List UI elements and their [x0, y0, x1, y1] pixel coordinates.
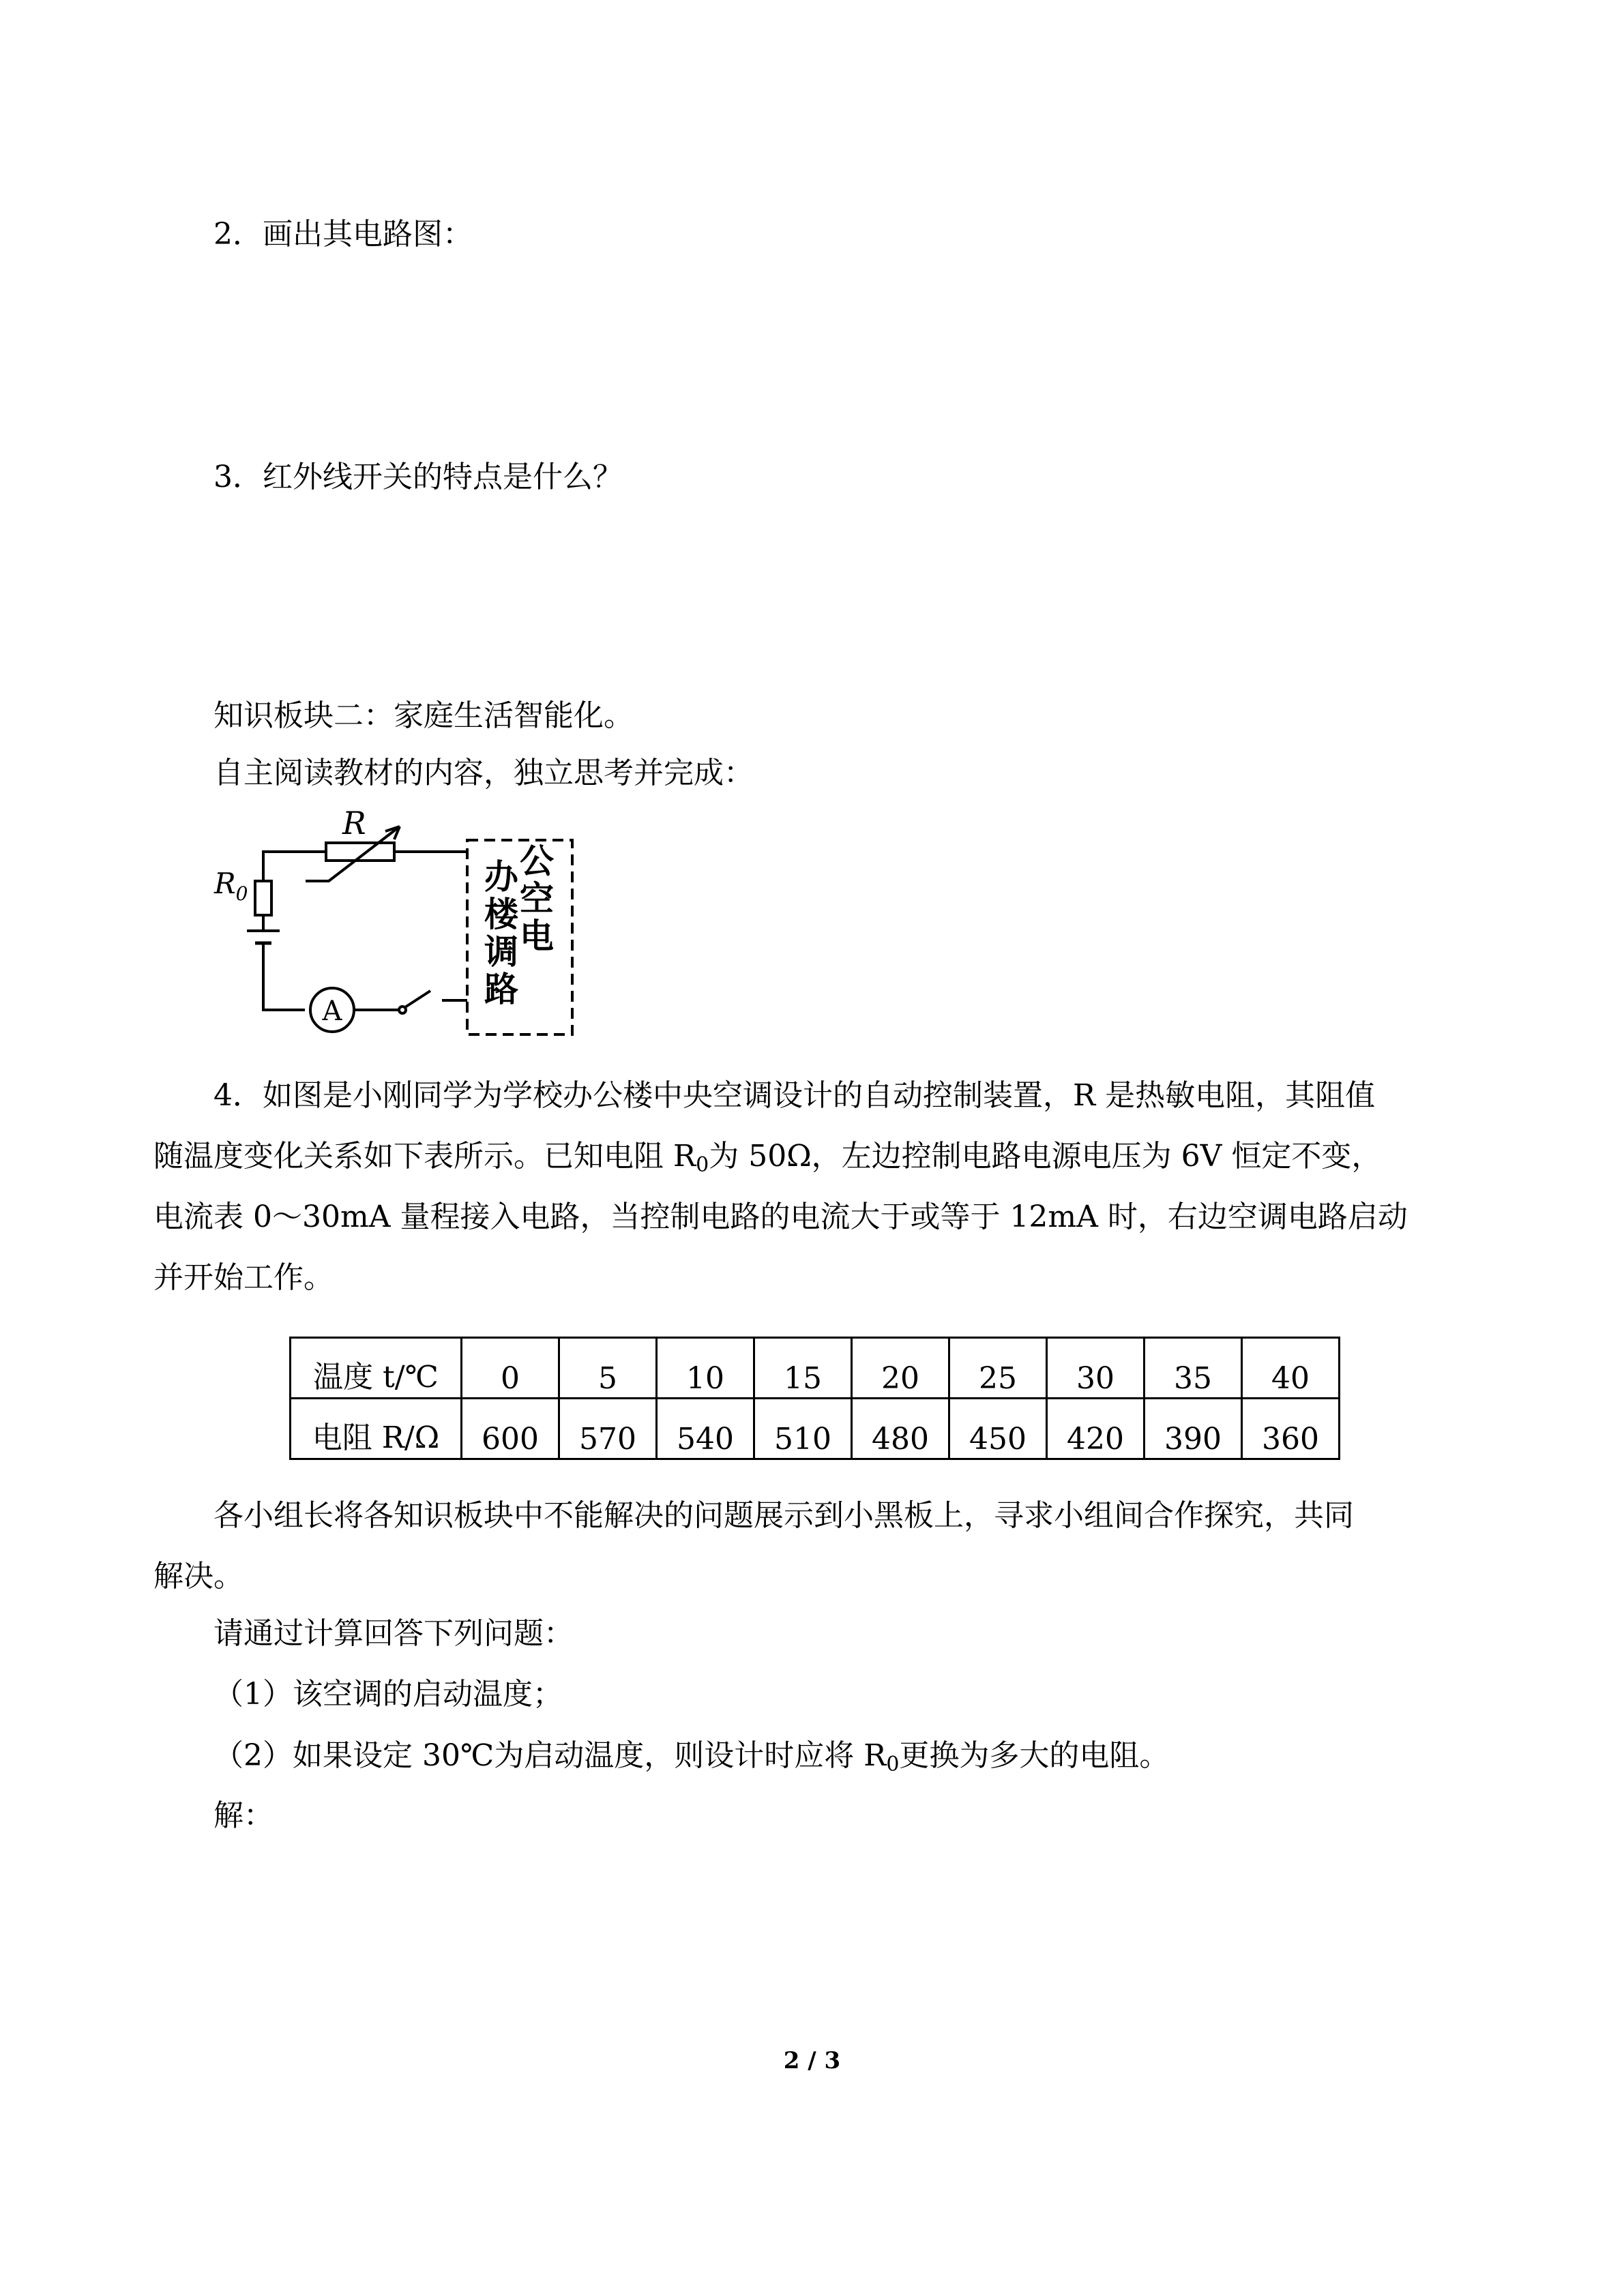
table-cell: 510	[754, 1399, 852, 1459]
q4-line-4: 并开始工作。	[153, 1260, 334, 1295]
table-cell: 600	[462, 1399, 559, 1459]
switch-contact-icon	[399, 1007, 406, 1013]
table-cell: 10	[657, 1338, 754, 1399]
table-cell: 40	[1242, 1338, 1340, 1399]
switch-lever	[405, 991, 430, 1007]
question-4	[153, 1065, 1477, 1308]
sub-question-1: （1）该空调的启动温度；	[213, 1677, 563, 1712]
intro-text: 自主阅读教材的内容，独立思考并完成：	[213, 756, 754, 790]
box-char-5: 公	[520, 841, 554, 881]
table-cell: 35	[1145, 1338, 1242, 1399]
table-cell: 540	[657, 1399, 754, 1459]
box-char-1: 办	[484, 856, 518, 897]
answer-label: 解：	[213, 1798, 274, 1833]
group-line-2: 解决。	[153, 1559, 243, 1594]
left-bottom-wire	[263, 943, 305, 1010]
sub-question-2: （2）如果设定 30℃为启动温度，则设计时应将 $R_0$更换为多大的电阻。	[213, 1738, 1170, 1776]
table-cell: 570	[559, 1399, 657, 1459]
group-line-1: 各小组长将各知识板块中不能解决的问题展示到小黑板上，寻求小组间合作探究，共同	[213, 1498, 1354, 1533]
table-cell: 480	[852, 1399, 949, 1459]
prompt-text: 请通过计算回答下列问题：	[213, 1616, 574, 1651]
question-2: 2．画出其电路图：	[213, 217, 473, 252]
temperature-resistance-table	[289, 1337, 1340, 1460]
label-R: R	[342, 808, 366, 841]
table-cell: 450	[949, 1399, 1047, 1459]
table-cell: 25	[949, 1338, 1047, 1399]
circuit-diagram	[205, 808, 587, 1043]
section-title: 知识板块二：家庭生活智能化。	[213, 698, 634, 733]
table-cell: 20	[852, 1338, 949, 1399]
box-char-4: 路	[484, 969, 518, 1009]
q4-line-3: 电流表 0～30mA 量程接入电路，当控制电路的电流大于或等于 12mA 时，右边空调电路启动	[153, 1199, 1408, 1234]
group-paragraph	[153, 1485, 1477, 1607]
q4-line-1: 4．如图是小刚同学为学校办公楼中央空调设计的自动控制装置，R 是热敏电阻，其阻值	[213, 1078, 1376, 1113]
table-cell: 390	[1145, 1399, 1242, 1459]
table-row	[291, 1338, 1340, 1399]
ammeter-label: A	[322, 996, 342, 1027]
box-char-6: 空	[520, 878, 554, 919]
q4-line-2: 随温度变化关系如下表所示。已知电阻 $R_0$为 50Ω，左边控制电路电源电压为 6V 恒定不变，	[153, 1139, 1382, 1177]
label-R0: $R_0$	[214, 867, 248, 905]
table-cell: 360	[1242, 1399, 1340, 1459]
table-row	[291, 1399, 1340, 1459]
table-cell: 0	[462, 1338, 559, 1399]
table-cell: 30	[1047, 1338, 1145, 1399]
table-cell: 5	[559, 1338, 657, 1399]
box-char-2: 楼	[484, 894, 518, 934]
page-number: 2 / 3	[783, 2047, 841, 2074]
resistor-R0	[255, 881, 271, 915]
table-header-temperature: 温度 t/℃	[291, 1338, 462, 1399]
table-cell: 15	[754, 1338, 852, 1399]
question-3: 3．红外线开关的特点是什么？	[213, 460, 623, 494]
box-char-3: 调	[484, 931, 518, 972]
table-cell: 420	[1047, 1399, 1145, 1459]
box-char-7: 电	[520, 916, 554, 956]
table-header-resistance: 电阻 R/Ω	[291, 1399, 462, 1459]
